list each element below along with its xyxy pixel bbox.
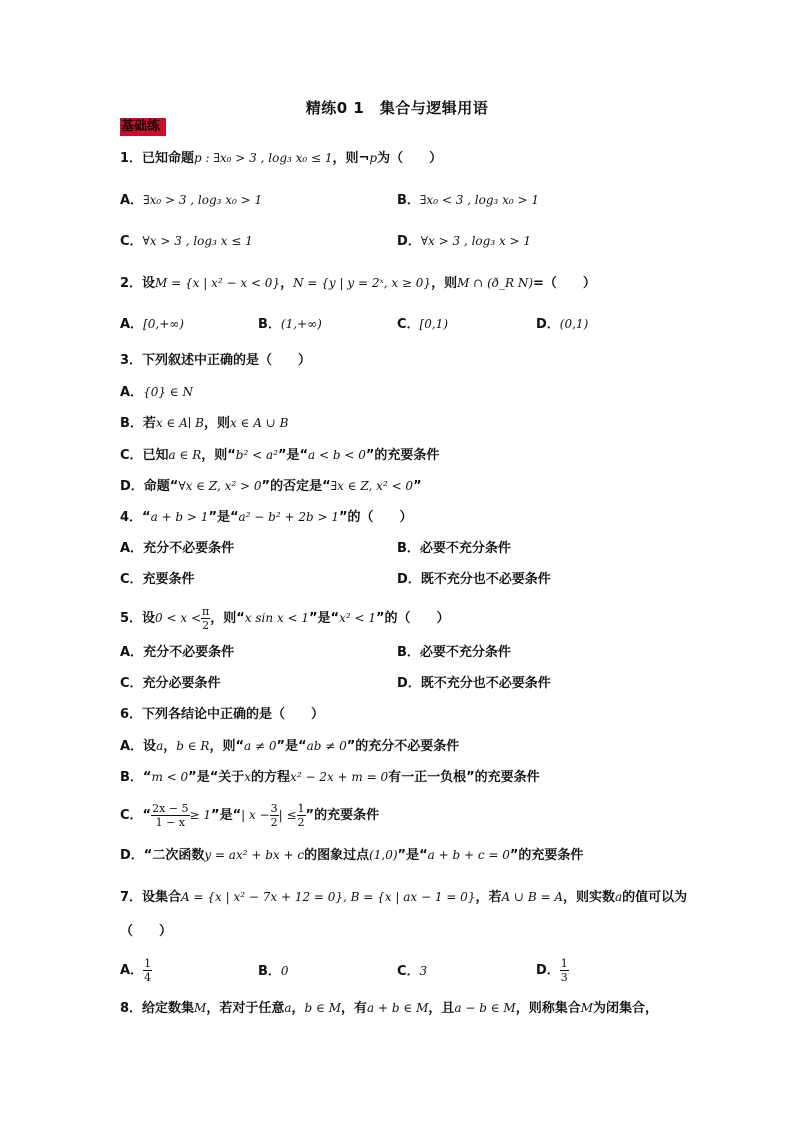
question-1-stem [120, 149, 442, 168]
text: ，则¬ [332, 151, 370, 166]
option-text: 充分不必要条件 [143, 541, 235, 556]
text: D．“二次函数 [120, 848, 205, 863]
math: x² − 2x + m = 0 [290, 770, 389, 784]
math: ∀x ∈ Z, x² > 0 [178, 479, 262, 493]
math: a + b ∈ M [367, 1001, 429, 1015]
option-label: D． [397, 234, 421, 249]
question-5-option-b [397, 644, 511, 662]
text: ，则“ [209, 739, 245, 754]
question-6-option-c [120, 800, 379, 831]
question-3-stem: 3．下列叙述中正确的是（ ） [120, 353, 312, 368]
option-label: C． [120, 234, 143, 249]
numerator: 1 [297, 802, 305, 815]
option-math: ∃x₀ > 3 , log₃ x₀ > 1 [143, 193, 263, 207]
text: ，有 [341, 1001, 368, 1016]
question-3-option-d [120, 477, 422, 496]
denominator: 3 [560, 971, 568, 984]
math: | ≤ [278, 808, 297, 822]
inequality-fraction [151, 802, 189, 829]
text: ，则“ [210, 611, 245, 626]
math: x [244, 770, 252, 784]
text: ，则“ [201, 448, 236, 463]
math: a ∈ R [168, 448, 202, 462]
question-4-option-a [120, 540, 234, 558]
text: C．已知 [120, 448, 169, 463]
math: b² < a² [235, 448, 278, 462]
denominator: 1 − x [155, 816, 186, 829]
option-label: B． [258, 317, 281, 332]
text: 的值可以为 [622, 890, 688, 905]
math: p [369, 151, 378, 165]
math: M ∩ (ð_R N) [457, 276, 534, 290]
question-8-stem [120, 999, 658, 1018]
text: ”的充要条件 [365, 448, 440, 463]
math: x ∈ A ∪ B [230, 416, 289, 430]
math: (1,0) [369, 848, 398, 862]
denominator: 2 [270, 816, 278, 829]
denominator: 4 [144, 971, 152, 984]
text: ”的充分不必要条件 [346, 739, 460, 754]
math: A ∪ B = A [501, 890, 563, 904]
question-1-option-d [397, 232, 531, 251]
math: a ≠ 0 [244, 739, 277, 753]
text: ，且 [428, 1001, 455, 1016]
math: M [580, 1001, 594, 1015]
question-7-option-a [120, 956, 152, 986]
pi-over-2-fraction [201, 605, 210, 632]
one-half-fraction [297, 802, 306, 829]
text: ”是“ [277, 448, 309, 463]
text: ，则 [204, 416, 231, 431]
text: ”的（ ） [339, 510, 413, 525]
option-label: A． [120, 317, 144, 332]
question-7-stem [120, 888, 687, 907]
question-4-option-d [397, 571, 551, 589]
option-math: [0,1) [419, 317, 448, 331]
option-math: {0} ∈ N [143, 385, 193, 399]
option-math: 3 [419, 964, 428, 978]
option-label: A． [120, 963, 144, 978]
question-1-option-b [397, 191, 539, 210]
math: m < 0 [151, 770, 189, 784]
math: a + b > 1 [150, 510, 209, 524]
option-math: (0,1) [559, 317, 589, 331]
option-math: (1,+∞) [280, 317, 322, 331]
option-text: 必要不充分条件 [419, 541, 511, 556]
text: 为闭集合， [593, 1001, 659, 1016]
question-4-option-c [120, 571, 195, 589]
text: ， [291, 1001, 305, 1016]
text: 1．已知命题 [120, 151, 195, 166]
text: ， [163, 739, 177, 754]
question-4-stem [120, 508, 413, 527]
math: M = {x | x² − x < 0} [155, 276, 281, 290]
math: a − b ∈ M [454, 1001, 516, 1015]
math: a² − b² + 2b > 1 [238, 510, 339, 524]
text: 5．设 [120, 611, 156, 626]
option-label: A． [120, 385, 144, 400]
text: C．“ [120, 808, 152, 823]
text: ，若对于任意 [206, 1001, 285, 1016]
text: B．若 [120, 416, 156, 431]
question-2-option-c [397, 315, 448, 334]
question-2-option-b [258, 315, 322, 334]
text: ”是“ [208, 510, 239, 525]
question-1-option-a [120, 191, 262, 210]
math: p : ∃x₀ > 3 , log₃ x₀ ≤ 1 [194, 151, 333, 165]
question-7-option-c [397, 962, 427, 981]
numerator: 1 [560, 957, 568, 970]
question-3-option-c [120, 446, 439, 465]
math: ab ≠ 0 [306, 739, 347, 753]
text: ”是“ [276, 739, 307, 754]
one-third-fraction [560, 957, 569, 984]
math: 0 < x < [155, 611, 202, 625]
question-5-option-a [120, 644, 234, 662]
text: ，若 [475, 890, 502, 905]
math: M [194, 1001, 207, 1015]
question-7-option-b [258, 962, 289, 981]
option-text: 既不充分也不必要条件 [420, 676, 551, 691]
math: a [284, 1001, 292, 1015]
text: 为（ ） [377, 151, 443, 166]
math: x² < 1 [339, 611, 377, 625]
option-label: B． [397, 193, 420, 208]
option-math: ∀x > 3 , log₃ x > 1 [420, 234, 532, 248]
text: ， [280, 276, 294, 291]
question-6-option-d [120, 846, 583, 865]
text: ，则 [431, 276, 458, 291]
text: ”是“ [397, 848, 428, 863]
denominator: 2 [202, 619, 210, 632]
numerator: 1 [144, 957, 152, 970]
text: 7．设集合 [120, 890, 182, 905]
numerator: 3 [270, 802, 278, 815]
question-6-option-b [120, 768, 540, 787]
text: 2．设 [120, 276, 156, 291]
option-label: C． [120, 572, 143, 587]
text: D．命题“ [120, 479, 179, 494]
text: 的方程 [251, 770, 291, 785]
denominator: 2 [297, 816, 305, 829]
text: ”是“关于 [188, 770, 245, 785]
question-2-stem [120, 274, 596, 293]
three-halves-fraction [270, 802, 279, 829]
math: b ∈ R [176, 739, 210, 753]
question-2-option-d [536, 315, 588, 334]
math: a < b < 0 [308, 448, 366, 462]
text: ”是“ [309, 611, 340, 626]
option-label: A． [120, 193, 144, 208]
text: ” [413, 479, 422, 494]
question-1-option-c [120, 232, 253, 251]
option-label: B． [397, 645, 420, 660]
text: A．设 [120, 739, 157, 754]
question-5-option-c [120, 675, 221, 693]
option-label: D． [397, 572, 421, 587]
option-math: ∀x > 3 , log₃ x ≤ 1 [142, 234, 253, 248]
option-label: D． [536, 317, 560, 332]
question-4-option-b [397, 540, 511, 558]
text: ”的充要条件 [305, 808, 380, 823]
math: a [615, 890, 623, 904]
option-label: D． [536, 963, 560, 978]
text: 8．给定数集 [120, 1001, 195, 1016]
question-7-option-d [536, 956, 569, 986]
text: ”的充要条件 [509, 848, 584, 863]
option-label: B． [397, 541, 420, 556]
option-text: 充分不必要条件 [143, 645, 235, 660]
math: x ∈ A∣ B [155, 416, 204, 430]
text: 有一正一负根”的充要条件 [388, 770, 540, 785]
option-math: 0 [280, 964, 289, 978]
text: ”的否定是“ [261, 479, 331, 494]
math: a + b + c = 0 [427, 848, 510, 862]
page-title: 精练0 1 集合与逻辑用语 [305, 99, 489, 117]
option-label: D． [397, 676, 421, 691]
question-7-answer-paren: （ ） [120, 924, 173, 939]
option-label: A． [120, 645, 144, 660]
question-5-stem [120, 604, 450, 633]
option-math: ∃x₀ < 3 , log₃ x₀ > 1 [419, 193, 540, 207]
math: a [156, 739, 164, 753]
numerator: π [202, 605, 210, 618]
text: ”的（ ） [376, 611, 450, 626]
option-label: C． [397, 964, 420, 979]
math: N = {y | y = 2ˣ, x ≥ 0} [293, 276, 432, 290]
option-label: B． [258, 964, 281, 979]
math: ≥ 1 [189, 808, 212, 822]
question-3-option-b [120, 414, 288, 433]
question-5-option-d [397, 675, 551, 693]
math: b ∈ M [304, 1001, 342, 1015]
math: y = ax² + bx + c [204, 848, 305, 862]
text: B．“ [120, 770, 152, 785]
one-quarter-fraction [143, 957, 152, 984]
section-badge: 基础练 [120, 118, 166, 136]
text: =（ ） [533, 276, 596, 291]
math: A = {x | x² − 7x + 12 = 0}, B = {x | ax − 1 = 0} [181, 890, 476, 904]
text: ，则实数 [563, 890, 616, 905]
text: 4．“ [120, 510, 151, 525]
text: ”是“ [211, 808, 242, 823]
question-6-option-a [120, 737, 459, 756]
option-text: 充要条件 [142, 572, 195, 587]
option-math: [0,+∞) [143, 317, 184, 331]
math: x sin x < 1 [244, 611, 310, 625]
text: ，则称集合 [515, 1001, 581, 1016]
option-label: C． [120, 676, 143, 691]
numerator: 2x − 5 [152, 802, 189, 815]
math: | x − [241, 808, 270, 822]
question-3-option-a [120, 383, 193, 402]
option-label: C． [397, 317, 420, 332]
question-2-option-a [120, 315, 184, 334]
text: 的图象过点 [304, 848, 370, 863]
option-text: 必要不充分条件 [419, 645, 511, 660]
math: ∃x ∈ Z, x² < 0 [330, 479, 414, 493]
question-6-stem: 6．下列各结论中正确的是（ ） [120, 707, 325, 722]
option-text: 充分必要条件 [142, 676, 221, 691]
option-label: A． [120, 541, 144, 556]
option-text: 既不充分也不必要条件 [420, 572, 551, 587]
